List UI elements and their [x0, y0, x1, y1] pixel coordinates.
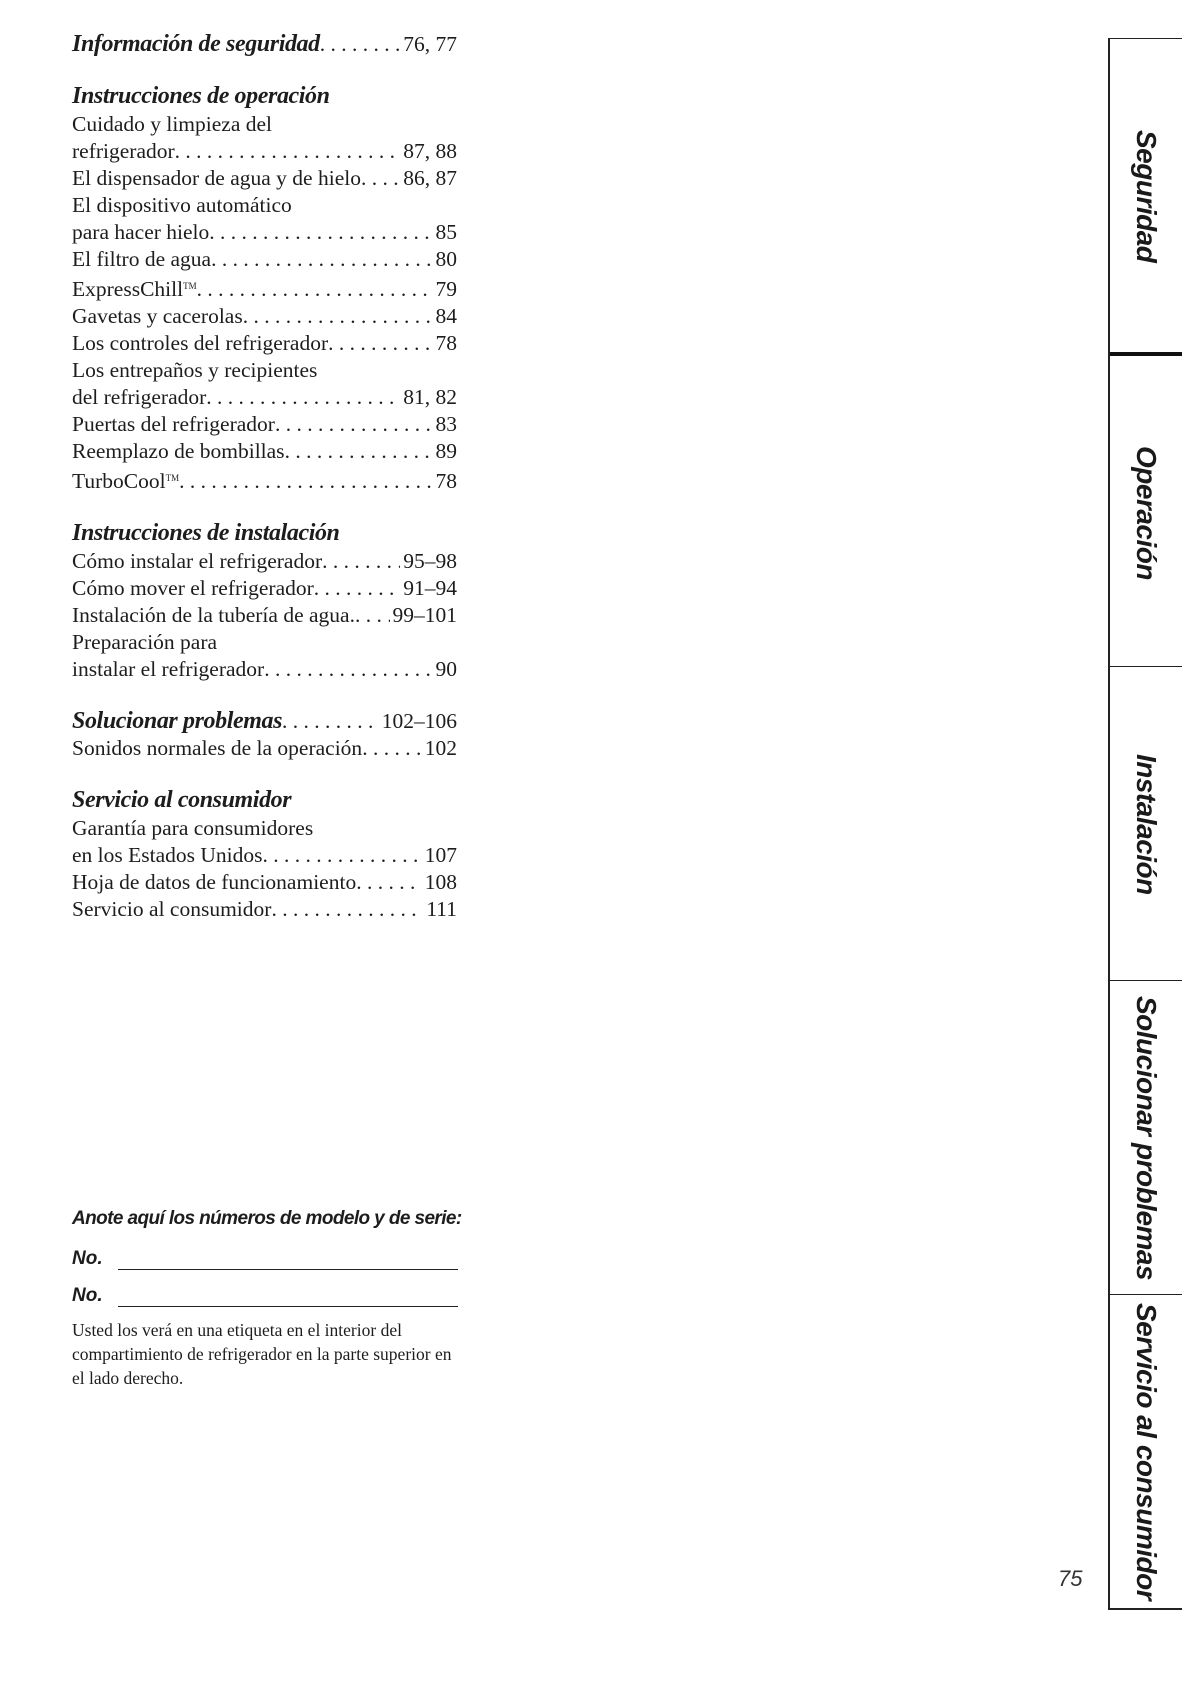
toc-pages: 87, 88	[403, 139, 457, 163]
serial-number-row	[72, 1281, 472, 1307]
toc-label: instalar el refrigerador	[72, 657, 265, 681]
toc-pages: 80	[435, 247, 457, 271]
toc-entry-move[interactable]	[72, 575, 457, 602]
toc-pages: 107	[424, 843, 457, 867]
tab-label: Solucionar problemas	[1131, 995, 1162, 1281]
page-number: 75	[1058, 1566, 1083, 1591]
model-number-label: No.	[72, 1248, 103, 1269]
toc-pages: 91–94	[403, 576, 457, 600]
toc-label: El dispensador de agua y de hielo	[72, 166, 361, 190]
model-serial-title: Anote aquí los números de modelo y de serie:	[72, 1208, 462, 1229]
model-serial-note	[72, 1208, 472, 1390]
toc-pages: 78	[435, 469, 457, 493]
toc-entry-service[interactable]	[72, 896, 457, 923]
serial-number-blank	[118, 1284, 458, 1307]
toc-pages: 102	[424, 736, 457, 760]
tab-label: Servicio al consumidor	[1131, 1303, 1162, 1601]
trademark-mark: TM	[165, 473, 180, 483]
toc-pages: 95–98	[403, 549, 457, 573]
toc-entry-doors[interactable]	[72, 411, 457, 438]
toc-label: Sonidos normales de la operación	[72, 736, 363, 760]
toc-pages: 86, 87	[403, 166, 457, 190]
toc-pages: 108	[424, 870, 457, 894]
toc-entry-expresschill[interactable]	[72, 273, 457, 303]
tab-label: Instalación	[1131, 753, 1162, 895]
toc-entry-line: Los entrepaños y recipientes	[72, 358, 318, 382]
toc-label: El filtro de agua	[72, 247, 212, 271]
toc-entry-bulbs[interactable]	[72, 438, 457, 465]
toc-pages: 83	[435, 412, 457, 436]
toc-pages: 84	[435, 304, 457, 328]
toc-label: Información de seguridad	[72, 31, 320, 57]
table-of-contents	[72, 30, 457, 947]
toc-entry-datasheet[interactable]	[72, 869, 457, 896]
section-heading-consumer: Servicio al consumidor	[72, 787, 292, 813]
toc-section-safety	[72, 30, 457, 58]
model-number-blank	[118, 1247, 458, 1270]
section-heading-troubleshooting: Solucionar problemas	[72, 708, 283, 734]
toc-entry-water-line[interactable]	[72, 602, 457, 629]
toc-label: para hacer hielo	[72, 220, 210, 244]
toc-label: Instalación de la tubería de agua.	[72, 603, 355, 627]
tab-seguridad[interactable]	[1110, 38, 1182, 353]
tab-instalacion[interactable]	[1110, 666, 1182, 981]
toc-entry-line: Preparación para	[72, 630, 218, 654]
toc-entry-line: Garantía para consumidores	[72, 816, 314, 840]
toc-section-troubleshooting	[72, 707, 457, 762]
section-tabs	[1108, 38, 1182, 1610]
toc-pages: 89	[435, 439, 457, 463]
toc-entry-line: El dispositivo automático	[72, 193, 292, 217]
toc-entry-warranty[interactable]	[72, 842, 457, 869]
toc-label: Cómo mover el refrigerador	[72, 576, 314, 600]
toc-label: ExpressChill™	[72, 277, 197, 301]
toc-entry-sounds[interactable]	[72, 735, 457, 762]
trademark-mark: TM	[183, 281, 197, 291]
toc-pages: 102–106	[381, 709, 457, 733]
toc-section-consumer	[72, 786, 457, 923]
toc-entry-troubleshooting[interactable]	[72, 707, 457, 735]
toc-pages: 111	[426, 897, 457, 921]
toc-entry-safety[interactable]	[72, 30, 457, 58]
toc-entry-prep[interactable]	[72, 656, 457, 683]
toc-label: Cómo instalar el refrigerador	[72, 549, 323, 573]
section-heading-installation: Instrucciones de instalación	[72, 520, 340, 546]
tab-operacion[interactable]	[1110, 352, 1182, 670]
toc-label: TurboCool™	[72, 469, 180, 493]
toc-label: del refrigerador	[72, 385, 207, 409]
toc-entry-icemaker[interactable]	[72, 219, 457, 246]
toc-entry-drawers[interactable]	[72, 303, 457, 330]
tab-label: Seguridad	[1131, 129, 1162, 263]
toc-entry-controls[interactable]	[72, 330, 457, 357]
toc-pages: 99–101	[392, 603, 457, 627]
toc-pages: 85	[435, 220, 457, 244]
toc-label: Hoja de datos de funcionamiento	[72, 870, 357, 894]
toc-label: Los controles del refrigerador	[72, 331, 329, 355]
toc-entry-water-filter[interactable]	[72, 246, 457, 273]
toc-label: Gavetas y cacerolas	[72, 304, 243, 328]
tab-label: Operación	[1131, 446, 1162, 580]
toc-label: Reemplazo de bombillas	[72, 439, 285, 463]
serial-number-label: No.	[72, 1285, 103, 1306]
toc-entry-care[interactable]	[72, 138, 457, 165]
model-number-row	[72, 1244, 472, 1270]
section-heading-operation: Instrucciones de operación	[72, 83, 330, 109]
toc-entry-dispenser[interactable]	[72, 165, 457, 192]
toc-pages: 81, 82	[403, 385, 457, 409]
tab-servicio-al-consumidor[interactable]	[1110, 1294, 1182, 1609]
model-serial-instructions: Usted los verá en una etiqueta en el interior del compartimiento de refrigerador en la parte superior en el lado derecho.	[72, 1320, 452, 1388]
tab-solucionar-problemas[interactable]	[1110, 980, 1182, 1295]
toc-entry-line: Cuidado y limpieza del	[72, 112, 273, 136]
toc-entry-shelves[interactable]	[72, 384, 457, 411]
toc-section-installation	[72, 519, 457, 683]
toc-section-operation	[72, 82, 457, 495]
toc-label: en los Estados Unidos	[72, 843, 263, 867]
toc-label: Puertas del refrigerador	[72, 412, 275, 436]
toc-label: Servicio al consumidor	[72, 897, 272, 921]
toc-label: refrigerador	[72, 139, 175, 163]
toc-entry-install[interactable]	[72, 548, 457, 575]
toc-pages: 90	[435, 657, 457, 681]
toc-pages: 78	[435, 331, 457, 355]
toc-pages: 76, 77	[403, 32, 457, 56]
toc-pages: 79	[435, 277, 457, 301]
toc-entry-turbocool[interactable]	[72, 465, 457, 495]
